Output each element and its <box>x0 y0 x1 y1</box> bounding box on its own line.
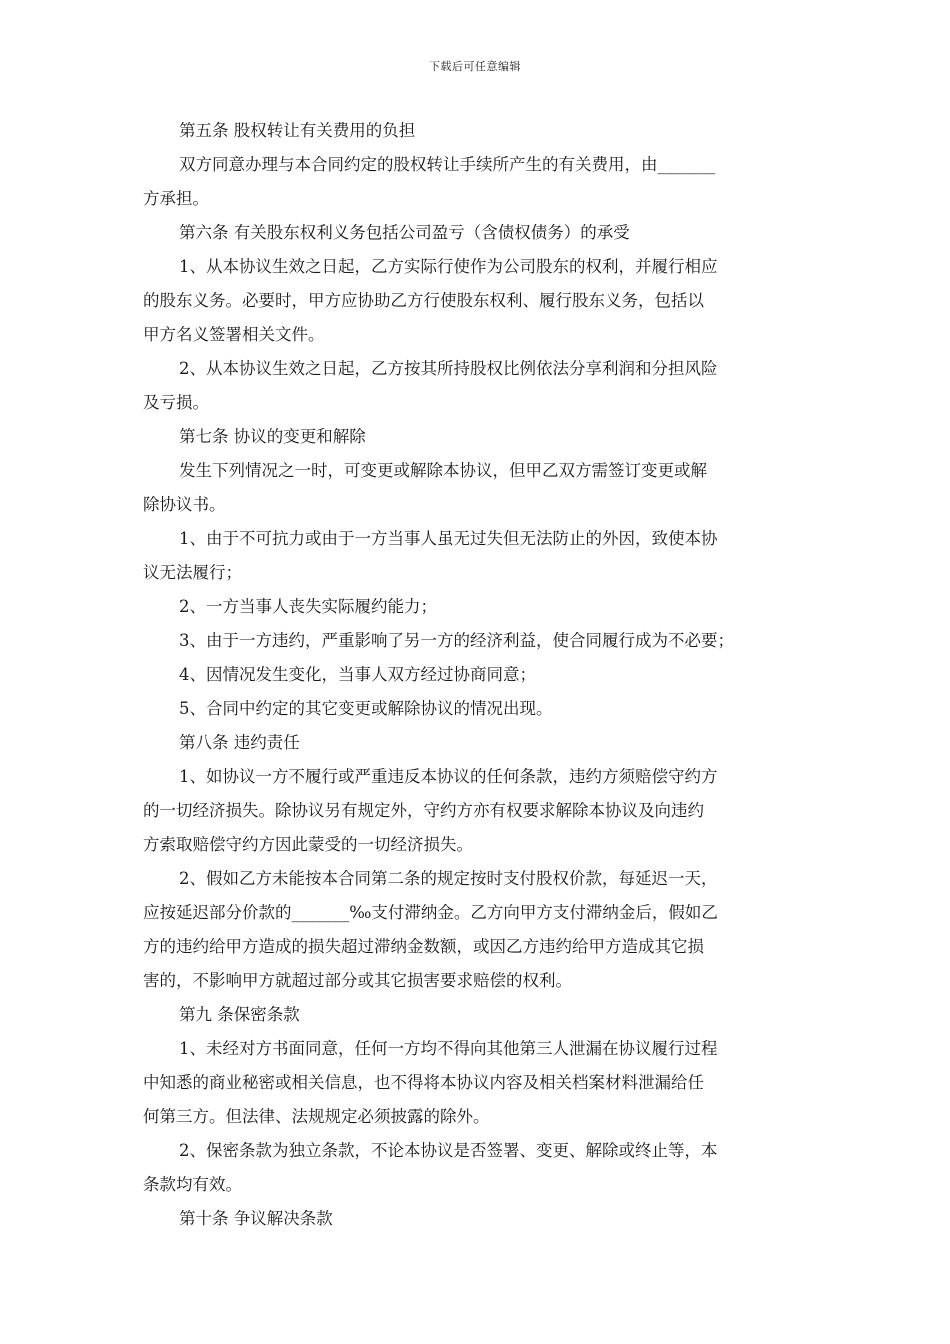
document-body <box>143 114 815 1236</box>
text-line: 方的违约给甲方造成的损失超过滞纳金数额，或因乙方违约给甲方造成其它损 <box>143 937 704 956</box>
text-line: 2、从本协议生效之日起，乙方按其所持股权比例依法分享利润和分担风险 <box>179 359 718 378</box>
text-line: 甲方名义签署相关文件。 <box>143 325 325 344</box>
text-line: 第九 条保密条款 <box>179 1005 300 1024</box>
text-line: 5、合同中约定的其它变更或解除协议的情况出现。 <box>179 699 553 718</box>
text-line: 第七条 协议的变更和解除 <box>179 427 366 446</box>
text-line: 1、未经对方书面同意，任何一方均不得向其他第三人泄漏在协议履行过程 <box>179 1039 718 1058</box>
text-line: 2、一方当事人丧失实际履约能力； <box>179 597 437 616</box>
text-line: 4、因情况发生变化，当事人双方经过协商同意； <box>179 665 536 684</box>
text-line: 中知悉的商业秘密或相关信息，也不得将本协议内容及相关档案材料泄漏给任 <box>143 1073 704 1092</box>
text-line: 1、如协议一方不履行或严重违反本协议的任何条款，违约方须赔偿守约方 <box>179 767 718 786</box>
text-line: 第八条 违约责任 <box>179 733 300 752</box>
text-line: 2、保密条款为独立条款，不论本协议是否签署、变更、解除或终止等，本 <box>179 1141 718 1160</box>
text-line: 应按延迟部分价款的_______‰支付滞纳金。乙方向甲方支付滞纳金后，假如乙 <box>143 903 718 922</box>
text-line: 第五条 股权转让有关费用的负担 <box>179 121 416 140</box>
text-line: 除协议书。 <box>143 495 226 514</box>
text-line: 1、从本协议生效之日起，乙方实际行使作为公司股东的权利，并履行相应 <box>179 257 718 276</box>
text-line: 何第三方。但法律、法规规定必须披露的除外。 <box>143 1107 490 1126</box>
text-line: 3、由于一方违约，严重影响了另一方的经济利益，使合同履行成为不必要； <box>179 631 734 650</box>
text-line: 的一切经济损失。除协议另有规定外，守约方亦有权要求解除本协议及向违约 <box>143 801 704 820</box>
text-line: 2、假如乙方未能按本合同第二条的规定按时支付股权价款，每延迟一天， <box>179 869 718 888</box>
text-line: 1、由于不可抗力或由于一方当事人虽无过失但无法防止的外因，致使本协 <box>179 529 718 548</box>
text-line: 双方同意办理与本合同约定的股权转让手续所产生的有关费用，由_______ <box>179 155 716 174</box>
text-line: 第十条 争议解决条款 <box>179 1209 333 1228</box>
text-line: 的股东义务。必要时，甲方应协助乙方行使股东权利、履行股东义务，包括以 <box>143 291 704 310</box>
text-line: 发生下列情况之一时，可变更或解除本协议，但甲乙双方需签订变更或解 <box>179 461 707 480</box>
text-line: 害的，不影响甲方就超过部分或其它损害要求赔偿的权利。 <box>143 971 572 990</box>
text-line: 方索取赔偿守约方因此蒙受的一切经济损失。 <box>143 835 473 854</box>
page-header: 下载后可任意编辑 <box>429 60 521 73</box>
text-line: 条款均有效。 <box>143 1175 242 1194</box>
text-line: 及亏损。 <box>143 393 209 412</box>
text-line: 方承担。 <box>143 189 209 208</box>
text-line: 议无法履行； <box>143 563 242 582</box>
text-line: 第六条 有关股东权利义务包括公司盈亏（含债权债务）的承受 <box>179 223 630 242</box>
